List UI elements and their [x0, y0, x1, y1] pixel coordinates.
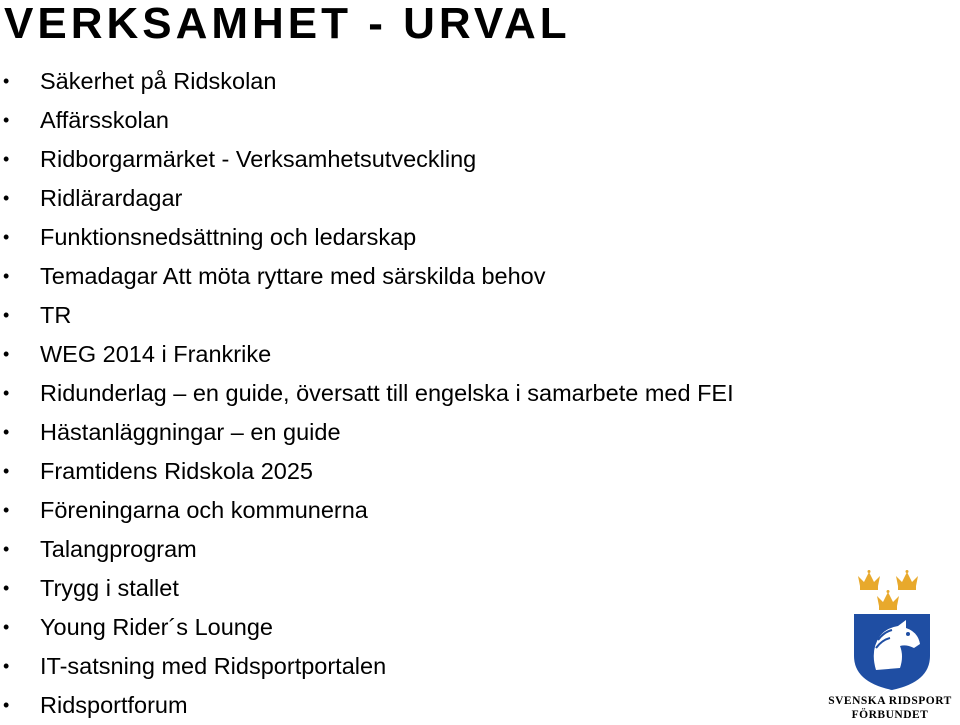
list-item-label: Ridsportforum	[40, 692, 188, 718]
bullet-icon: •	[3, 110, 10, 130]
crown-icon	[858, 570, 880, 590]
federation-logo	[820, 570, 960, 722]
bullet-icon: •	[3, 305, 10, 325]
list-item-label: Ridunderlag – en guide, översatt till engelska i samarbete med FEI	[40, 380, 734, 406]
bullet-icon: •	[3, 617, 10, 637]
bullet-icon: •	[3, 266, 10, 286]
list-item-label: Funktionsnedsättning och ledarskap	[40, 224, 417, 250]
bullet-icon: •	[3, 227, 10, 247]
crown-icon	[896, 570, 918, 590]
list-item-label: Affärsskolan	[40, 107, 169, 133]
bullet-icon: •	[3, 695, 10, 715]
list-item-label: Talangprogram	[40, 536, 197, 562]
bullet-icon: •	[3, 344, 10, 364]
logo-text-line-1: SVENSKA RIDSPORT	[828, 695, 952, 707]
list-item-label: WEG 2014 i Frankrike	[40, 341, 272, 367]
bullet-icon: •	[3, 422, 10, 442]
list-item-label: Temadagar Att möta ryttare med särskilda behov	[40, 263, 546, 289]
crown-icon	[877, 590, 899, 610]
list-item-label: Trygg i stallet	[40, 575, 179, 601]
list-item-label: TR	[40, 302, 72, 328]
list-item-label: IT-satsning med Ridsportportalen	[40, 653, 387, 679]
page-title: VERKSAMHET - URVAL	[4, 0, 571, 48]
list-item-label: Young Rider´s Lounge	[40, 614, 274, 640]
bullet-icon: •	[3, 383, 10, 403]
bullet-icon: •	[3, 656, 10, 676]
list-item-label: Framtidens Ridskola 2025	[40, 458, 313, 484]
logo-text-line-2: FÖRBUNDET	[851, 709, 929, 721]
bullet-icon: •	[3, 500, 10, 520]
list-item-label: Ridborgarmärket - Verksamhetsutveckling	[40, 146, 477, 172]
list-item-label: Föreningarna och kommunerna	[40, 497, 368, 523]
list-item-label: Säkerhet på Ridskolan	[40, 68, 277, 94]
bullet-icon: •	[3, 188, 10, 208]
horse-head-shield-icon	[854, 614, 930, 690]
bullet-icon: •	[3, 461, 10, 481]
list-item-label: Ridlärardagar	[40, 185, 183, 211]
logo-graphic	[820, 570, 960, 692]
bullet-icon: •	[3, 539, 10, 559]
bullet-icon: •	[3, 578, 10, 598]
bullet-icon: •	[3, 149, 10, 169]
list-item-label: Hästanläggningar – en guide	[40, 419, 341, 445]
bullet-icon: •	[3, 71, 10, 91]
